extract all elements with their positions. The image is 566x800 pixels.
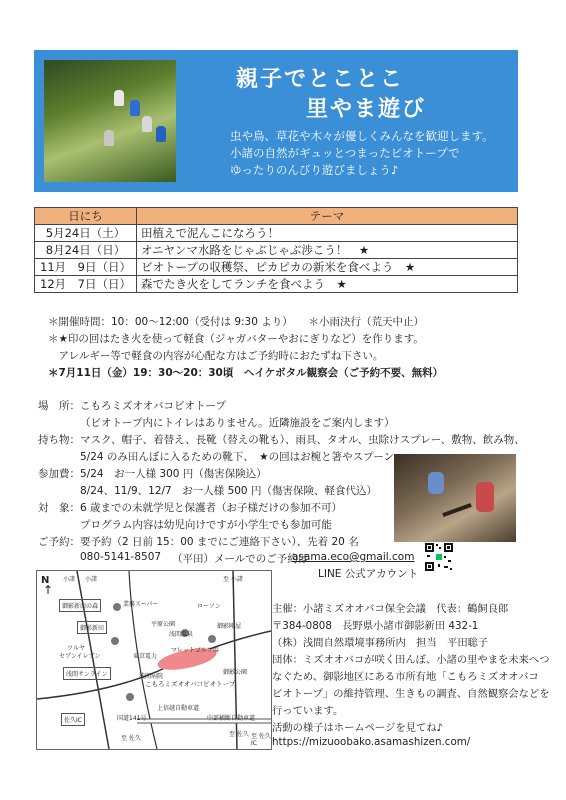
schedule-theme: 田植えで泥んこになろう！ — [137, 225, 518, 242]
schedule-theme: 森でたき火をしてランチを食べよう ★ — [137, 276, 518, 293]
map-label: 浅間温泉 — [169, 631, 194, 638]
schedule-table — [34, 207, 518, 293]
access-map — [36, 570, 272, 750]
map-label: 平原公園 — [151, 621, 176, 628]
place-note: （ビオトープ内にトイレはありません。近隣施設をご案内します） — [80, 417, 395, 429]
map-label: 至 佐久 — [121, 735, 141, 742]
north-indicator: N — [41, 575, 50, 586]
schedule-theme: オニヤンマ水路をじゃぶじゃぶ渉こう！ ★ — [137, 242, 518, 259]
qr-code-icon[interactable] — [424, 542, 454, 572]
map-label: 御影公園 — [223, 669, 248, 676]
map-label: 小諸 — [85, 576, 98, 583]
map-label: 佐久IC — [61, 713, 85, 726]
office-line: （株）浅間自然環境事務所内 担当 平田聡子 — [272, 637, 489, 649]
fee-line-1: 5/24 お一人様 300 円（傷害保険込） — [80, 468, 267, 480]
line-account-label: LINE 公式アカウント — [318, 568, 419, 580]
map-label: 中部横断自動車道 — [207, 715, 256, 722]
website-link[interactable]: https://mizuoobako.asamashizen.com/ — [272, 736, 471, 748]
children-walking-photo — [44, 60, 176, 182]
schedule-theme: ビオトープの収穫祭、ピカピカの新米を食べよう ★ — [137, 259, 518, 276]
phone-number: 080-5141-8507 — [80, 551, 162, 563]
contact-text: （平田）メールでのご予約は — [172, 553, 309, 565]
schedule-date: 11月 9日（日） — [35, 259, 137, 276]
fee-line-2: 8/24、11/9、12/7 お一人様 500 円（傷害保険、軽食代込） — [80, 485, 377, 497]
group-description: 行っています。 — [272, 705, 344, 717]
place-value: こもろミズオオバコビオトープ — [80, 400, 226, 412]
map-label: 東京電力 — [133, 653, 158, 660]
table-row — [35, 259, 518, 276]
map-label: 至 佐久 — [229, 731, 249, 738]
schedule-date: 8月24日（日） — [35, 242, 137, 259]
map-label: セブンイレブン — [59, 653, 101, 660]
column-header-theme: テーマ — [137, 208, 518, 225]
map-label: 御影新田の森 — [59, 599, 101, 612]
map-label: 至 佐久IC — [251, 733, 271, 747]
map-label: 至 小諸 — [223, 576, 243, 583]
bonfire-photo — [394, 454, 516, 542]
group-description: 団体：ミズオオバコが咲く田んぼ、小諸の里やまを未来へつ — [272, 654, 550, 666]
group-description: なぐため、御影地区にある市所有地「こもろミズオオバコ — [272, 671, 539, 683]
items-line-2: 5/24 のみ田んぼに入るための靴下、 ★の回はお椀と箸やスプーン — [80, 451, 395, 463]
address-line: 〒384-0808 長野県小諸市御影新田 432-1 — [272, 620, 479, 632]
map-label: 業務スーパー — [123, 601, 159, 608]
email-link[interactable]: asama.eco@gmail.com — [292, 551, 415, 563]
map-label: マレットゴルフ場 — [171, 647, 219, 654]
table-row — [35, 242, 518, 259]
map-label: ローソン — [197, 603, 221, 610]
table-row — [35, 225, 518, 242]
items-line-1: マスク、帽子、着替え、長靴（替えの靴も）、雨具、タオル、虫除けスプレー、敷物、飲み物、 — [80, 434, 525, 446]
map-label: 小諸 — [63, 576, 76, 583]
map-label: 御影新田 — [77, 621, 107, 634]
schedule-date: 5月24日（土） — [35, 225, 137, 242]
note-firefly: ＊7月11日（金）19：30〜20：30頃 ヘイケボタル観察会（ご予約不要、無料） — [48, 367, 444, 379]
map-label: 国道141号 — [117, 715, 147, 722]
map-label: 浅間サンライン — [63, 667, 111, 680]
map-label: こもろミズオオバコビオトープ — [145, 680, 236, 688]
group-description: ビオトープ」の維持管理、生きもの調査、自然観察会などを — [272, 688, 550, 700]
map-label: 上信越自動車道 — [157, 705, 200, 712]
table-row — [35, 276, 518, 293]
lead-text-1: 虫や鳥、草花や木々が優しくみんなを歓迎します。 — [230, 129, 494, 143]
reserve-label: ご予約： — [38, 536, 80, 548]
note-time: ＊開催時間：10：00〜12:00（受付は 9:30 より） ＊小雨決行（荒天中止） — [48, 316, 424, 328]
map-label: 御影陣屋 — [217, 623, 242, 630]
place-label: 場 所： — [38, 400, 80, 412]
website-prompt: 活動の様子はホームページを見てね♪ — [272, 722, 444, 734]
target-line-1: 6 歳までの未就学児と保護者（お子様だけの参加不可） — [80, 502, 343, 514]
organizer-line: 主催：小諸ミズオオバコ保全会議 代表：鶴飼良郎 — [272, 603, 509, 615]
reserve-line: 要予約（2 日前 15：00 までにご連絡下さい）、先着 20 名 — [80, 536, 359, 548]
target-line-2: プログラム内容は幼児向けですが小学生でも参加可能 — [80, 519, 332, 531]
lead-text-2: 小諸の自然がギュッとつまったビオトープで — [230, 146, 460, 160]
fee-label: 参加費： — [38, 468, 80, 480]
north-arrow-icon: ↑ — [43, 583, 54, 597]
items-label: 持ち物： — [38, 434, 80, 446]
schedule-date: 12月 7日（日） — [35, 276, 137, 293]
map-label: 浅間病院 — [139, 673, 164, 680]
note-allergy: アレルギー等で軽食の内容が心配な方はご予約時におたずね下さい。 — [48, 350, 384, 362]
title-line-2: 里やま遊び — [306, 97, 427, 122]
column-header-date: 日にち — [35, 208, 137, 225]
title-line-1: 親子でとことこ — [236, 67, 405, 92]
target-label: 対 象： — [38, 502, 80, 514]
lead-text-3: ゆったりのんびり遊びましょう♪ — [230, 163, 399, 177]
map-label: ツルヤ — [67, 645, 86, 652]
note-star: ＊★印の回はたき火を使って軽食（ジャガバターやおにぎりなど）を作ります。 — [48, 333, 424, 345]
